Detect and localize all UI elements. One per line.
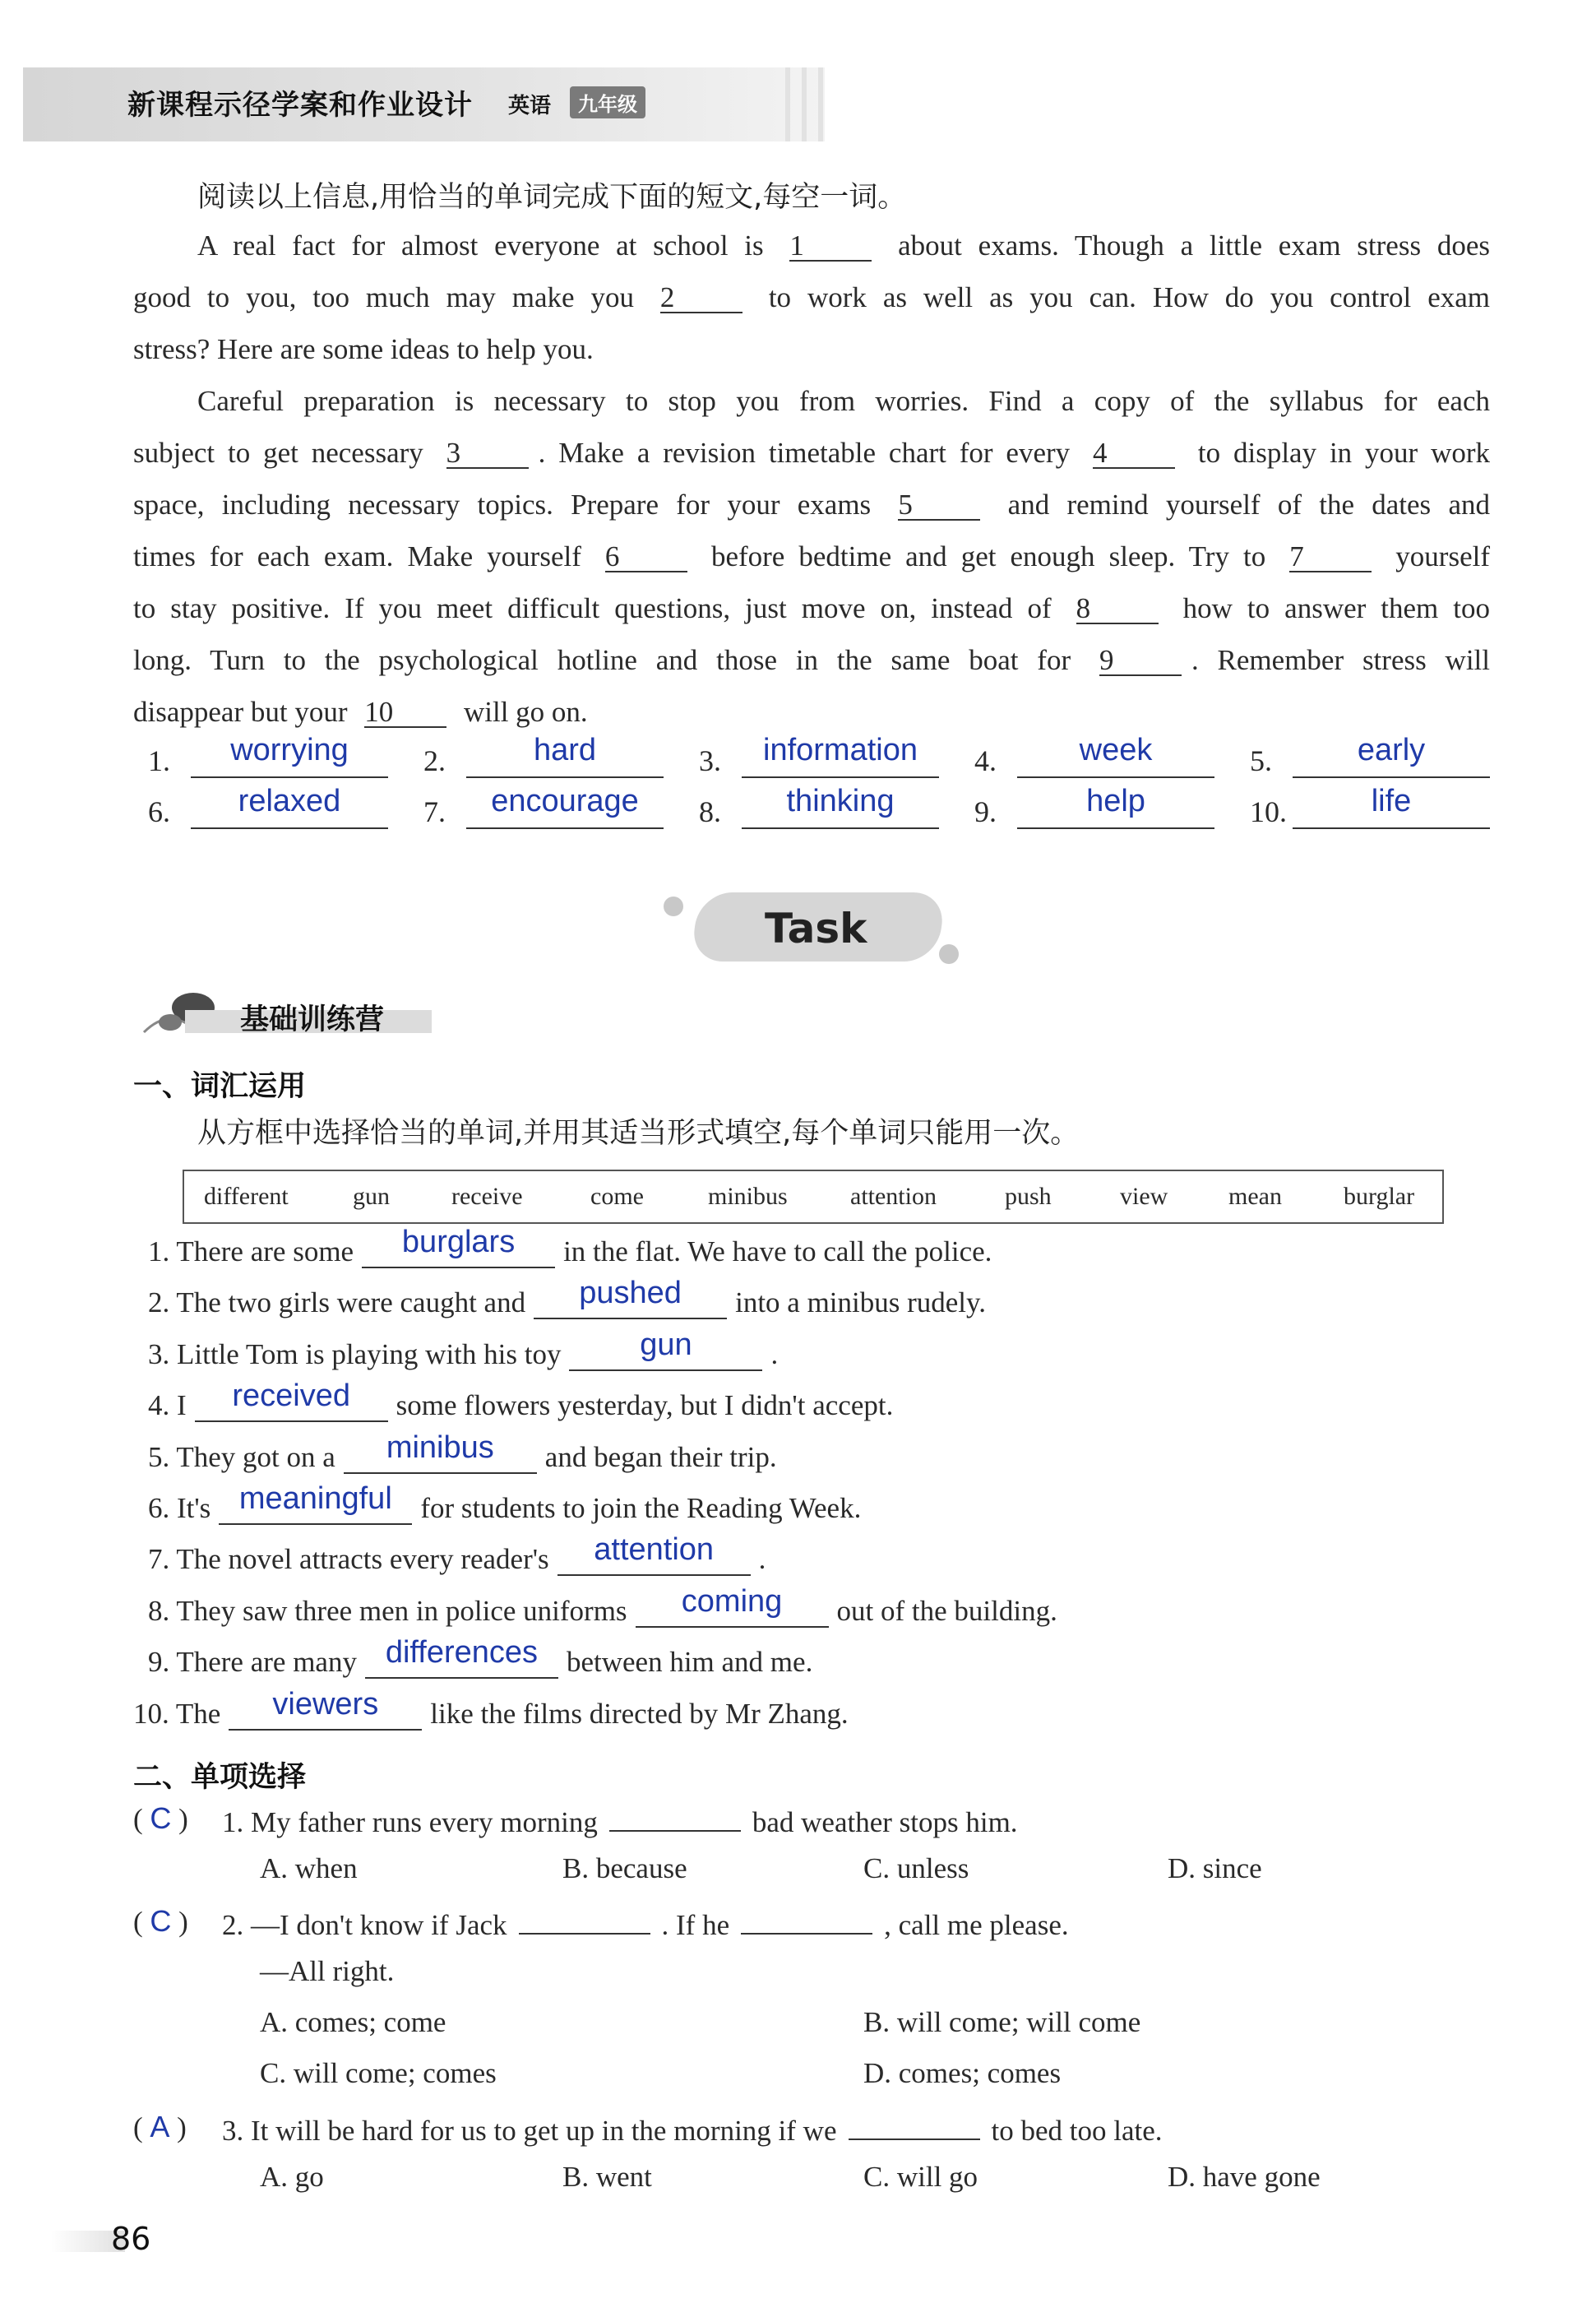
mc-option[interactable]: B. went xyxy=(562,2161,652,2193)
mc-option[interactable]: C. will come; comes xyxy=(260,2057,497,2089)
mc-answer[interactable]: A xyxy=(150,2110,170,2143)
answer-word[interactable]: early xyxy=(1357,733,1426,767)
answer-line xyxy=(1293,776,1490,778)
mc-blank[interactable] xyxy=(519,1904,650,1935)
answer-word[interactable]: minibus xyxy=(386,1430,494,1465)
answer-word[interactable]: attention xyxy=(594,1532,715,1568)
word-box-item: gun xyxy=(353,1183,390,1210)
word-box-item: burglar xyxy=(1344,1183,1415,1210)
answer-blank[interactable] xyxy=(219,1481,412,1525)
answer-item xyxy=(699,730,946,781)
answer-item xyxy=(974,781,1221,832)
passage-instruction: 阅读以上信息,用恰当的单词完成下面的短文,每空一词。 xyxy=(197,181,907,214)
question-text: 4. I xyxy=(148,1389,187,1422)
answer-blank[interactable] xyxy=(636,1583,829,1628)
answer-line xyxy=(191,776,388,778)
answer-blank[interactable] xyxy=(569,1327,762,1371)
answer-line xyxy=(1017,776,1214,778)
answer-line xyxy=(742,776,939,778)
mc-option[interactable]: D. since xyxy=(1168,1852,1262,1884)
answer-word[interactable]: differences xyxy=(385,1635,539,1670)
answer-word[interactable]: meaningful xyxy=(238,1481,392,1516)
mc-stem xyxy=(222,1801,1018,1839)
subject-label: 英语 xyxy=(508,94,552,118)
answer-blank[interactable] xyxy=(365,1635,558,1679)
question-text: 5. They got on a xyxy=(148,1440,335,1473)
question-text: 9. There are many xyxy=(148,1646,357,1679)
passage-text-segment: to display in your work xyxy=(1185,437,1491,469)
mc-option[interactable]: B. because xyxy=(562,1852,687,1884)
passage-line xyxy=(133,271,1490,323)
mc-option[interactable]: A. go xyxy=(260,2161,324,2193)
mc-option[interactable]: D. have gone xyxy=(1168,2161,1321,2193)
question-text: 3. Little Tom is playing with his toy xyxy=(148,1337,562,1370)
question-text: . xyxy=(770,1337,779,1370)
mc-stem xyxy=(222,1904,1069,1942)
answer-word[interactable]: burglars xyxy=(401,1225,516,1259)
answer-word[interactable]: information xyxy=(763,733,918,767)
mc-stem-text: to bed too late. xyxy=(991,2115,1163,2147)
passage-text-segment: how to answer them too xyxy=(1168,592,1491,624)
passage-line xyxy=(133,220,1490,271)
passage-text-segment: yourself xyxy=(1381,540,1490,572)
answer-word[interactable]: viewers xyxy=(272,1686,379,1721)
answer-number: 3. xyxy=(699,744,721,777)
passage-text-segment: good to you, too much may make you xyxy=(133,281,650,313)
answer-item xyxy=(1250,781,1497,832)
mc-answer[interactable]: C xyxy=(150,1904,172,1938)
answer-number: 8. xyxy=(699,795,721,828)
answer-number: 1. xyxy=(148,744,170,777)
passage-text-segment: stress? Here are some ideas to help you. xyxy=(133,333,594,365)
passage-line xyxy=(133,634,1490,686)
word-box-item: push xyxy=(1005,1183,1052,1210)
mc-stem-text: . If he xyxy=(661,1909,730,1941)
banner-dot xyxy=(664,897,683,916)
answer-paren: ( C ) xyxy=(133,1904,188,1938)
answer-number: 2. xyxy=(423,744,446,777)
mc-option[interactable]: B. will come; will come xyxy=(863,2006,1141,2038)
vocab-question xyxy=(148,1276,987,1336)
passage-text-segment: to stay positive. If you meet difficult questions, just move on, instead of xyxy=(133,592,1066,624)
answer-line xyxy=(466,776,664,778)
section1-title: 一、词汇运用 xyxy=(133,1070,307,1103)
answer-blank[interactable] xyxy=(344,1430,537,1474)
mc-blank[interactable] xyxy=(849,2110,980,2140)
answer-number: 9. xyxy=(974,795,997,828)
mc-stem-text: 3. It will be hard for us to get up in the morning if we xyxy=(222,2115,837,2147)
answer-number: 4. xyxy=(974,744,997,777)
answer-item xyxy=(423,730,670,781)
answer-blank[interactable] xyxy=(534,1276,727,1319)
mc-stem-text: 2. —I don't know if Jack xyxy=(222,1909,507,1941)
mc-option[interactable]: C. unless xyxy=(863,1852,969,1884)
task-title: Task xyxy=(765,905,867,952)
page-number: 86 xyxy=(111,2221,151,2257)
passage-line xyxy=(133,427,1490,479)
word-box-item: attention xyxy=(850,1183,937,1210)
mc-option[interactable]: C. will go xyxy=(863,2161,978,2193)
mc-option[interactable]: D. comes; comes xyxy=(863,2057,1062,2089)
question-text: like the films directed by Mr Zhang. xyxy=(430,1697,849,1730)
answer-word[interactable]: relaxed xyxy=(238,784,341,818)
mc-blank[interactable] xyxy=(741,1904,872,1935)
answer-blank[interactable] xyxy=(557,1532,751,1576)
passage-text-segment: subject to get necessary xyxy=(133,437,437,469)
question-text: 7. The novel attracts every reader's xyxy=(148,1543,549,1576)
passage-text-segment: long. Turn to the psychological hotline and those in the same boat for xyxy=(133,644,1089,676)
answer-item xyxy=(699,781,946,832)
grade-badge: 九年级 xyxy=(570,86,645,118)
question-text: and began their trip. xyxy=(544,1440,777,1473)
header-decor xyxy=(818,67,823,141)
word-box-item: different xyxy=(204,1183,289,1210)
mc-second-line: —All right. xyxy=(260,1955,395,1987)
vocab-question xyxy=(133,1686,849,1747)
passage-line xyxy=(133,531,1490,582)
answer-word[interactable]: help xyxy=(1086,784,1145,818)
answer-word[interactable]: coming xyxy=(681,1583,783,1619)
answer-number: 7. xyxy=(423,795,446,828)
banner-dot xyxy=(939,944,959,964)
answer-paren: ( C ) xyxy=(133,1801,188,1835)
answer-line xyxy=(191,827,388,829)
answer-line xyxy=(1017,827,1214,829)
passage-blank[interactable]: 5 xyxy=(898,490,980,521)
passage-line xyxy=(133,375,1490,427)
word-box-item: come xyxy=(590,1183,644,1210)
question-text: between him and me. xyxy=(566,1646,813,1679)
passage-text-segment: times for each exam. Make yourself xyxy=(133,540,595,572)
mc-stem-text: bad weather stops him. xyxy=(752,1806,1018,1838)
header-decor xyxy=(785,67,790,141)
question-text: for students to join the Reading Week. xyxy=(420,1492,862,1524)
section1-instruction: 从方框中选择恰当的单词,并用其适当形式填空,每个单词只能用一次。 xyxy=(197,1117,1080,1150)
question-text: some flowers yesterday, but I didn't accept. xyxy=(396,1389,894,1422)
answer-word[interactable]: worrying xyxy=(230,733,349,767)
answer-word[interactable]: thinking xyxy=(786,784,895,818)
answer-number: 6. xyxy=(148,795,170,828)
word-box-item: receive xyxy=(451,1183,523,1210)
answer-blank[interactable] xyxy=(229,1686,422,1731)
word-box-item: mean xyxy=(1228,1183,1282,1210)
mc-stem-text: 1. My father runs every morning xyxy=(222,1806,598,1838)
answer-word[interactable]: gun xyxy=(640,1327,692,1362)
question-text: 8. They saw three men in police uniforms xyxy=(148,1594,627,1627)
mc-option[interactable]: A. comes; come xyxy=(260,2006,446,2038)
passage-blank[interactable]: 8 xyxy=(1076,594,1159,624)
answer-word[interactable]: received xyxy=(232,1379,350,1414)
mc-blank[interactable] xyxy=(609,1801,741,1832)
passage-line xyxy=(133,323,1490,375)
passage-text-segment: . Make a revision timetable chart for every xyxy=(538,437,1084,469)
question-text: . xyxy=(758,1543,766,1576)
passage-blank[interactable]: 2 xyxy=(660,283,742,313)
passage-text xyxy=(133,220,1490,738)
word-box-item: view xyxy=(1120,1183,1168,1210)
word-box-item: minibus xyxy=(708,1183,788,1210)
passage-text-segment: A real fact for almost everyone at school is xyxy=(197,229,780,262)
answer-item xyxy=(148,781,395,832)
passage-text-segment: Careful preparation is necessary to stop you from worries. Find a copy of the syllabus for each xyxy=(197,385,1490,417)
question-text: 6. It's xyxy=(148,1492,211,1524)
answer-item xyxy=(1250,730,1497,781)
question-text: in the flat. We have to call the police. xyxy=(563,1235,992,1267)
passage-blank[interactable]: 4 xyxy=(1093,438,1175,469)
answer-blank[interactable] xyxy=(195,1379,388,1422)
question-text: into a minibus rudely. xyxy=(735,1286,987,1319)
answer-number: 10. xyxy=(1250,795,1287,828)
answer-number: 5. xyxy=(1250,744,1272,777)
passage-blank[interactable]: 10 xyxy=(364,697,446,728)
word-box xyxy=(183,1170,1444,1224)
question-text: 10. The xyxy=(133,1697,221,1730)
passage-line xyxy=(133,479,1490,531)
passage-text-segment: will go on. xyxy=(456,696,588,728)
passage-text-segment: before bedtime and get enough sleep. Try to xyxy=(696,540,1280,572)
answer-line xyxy=(466,827,664,829)
mc-stem xyxy=(222,2110,1163,2148)
passage-text-segment: . Remember stress will xyxy=(1191,644,1490,676)
answer-paren: ( A ) xyxy=(133,2110,187,2143)
mc-option[interactable]: A. when xyxy=(260,1852,358,1884)
header-decor xyxy=(802,67,807,141)
passage-text-segment: disappear but your xyxy=(133,696,355,728)
answer-item xyxy=(423,781,670,832)
answer-line xyxy=(742,827,939,829)
passage-text-segment: and remind yourself of the dates and xyxy=(990,489,1490,521)
vocab-question xyxy=(148,1583,1057,1644)
answer-item xyxy=(974,730,1221,781)
mc-answer[interactable]: C xyxy=(150,1801,172,1835)
passage-blank[interactable]: 9 xyxy=(1099,646,1182,676)
answer-row xyxy=(148,781,1497,832)
question-text: out of the building. xyxy=(836,1594,1057,1627)
answer-word[interactable]: hard xyxy=(533,733,597,767)
section2-title: 二、单项选择 xyxy=(133,1761,307,1794)
passage-blank[interactable]: 7 xyxy=(1289,542,1372,572)
passage-blank[interactable]: 1 xyxy=(789,231,872,262)
answer-word[interactable]: encourage xyxy=(491,784,639,818)
answer-blank[interactable] xyxy=(362,1225,555,1268)
passage-blank[interactable]: 3 xyxy=(446,438,529,469)
vocab-question xyxy=(148,1481,862,1541)
passage-text-segment: to work as well as you can. How do you control exam xyxy=(752,281,1490,313)
answer-word[interactable]: pushed xyxy=(579,1276,682,1311)
mc-stem-text: , call me please. xyxy=(884,1909,1069,1941)
passage-blank[interactable]: 6 xyxy=(605,542,687,572)
book-title: 新课程示径学案和作业设计 xyxy=(127,89,473,122)
answer-item xyxy=(148,730,395,781)
passage-text-segment: about exams. Though a little exam stress does xyxy=(881,229,1490,262)
question-text: 2. The two girls were caught and xyxy=(148,1286,526,1319)
answer-word[interactable]: week xyxy=(1079,733,1153,767)
question-text: 1. There are some xyxy=(148,1235,354,1267)
passage-text-segment: space, including necessary topics. Prepare for your exams xyxy=(133,489,889,521)
answer-line xyxy=(1293,827,1490,829)
passage-line xyxy=(133,582,1490,634)
answer-word[interactable]: life xyxy=(1371,784,1412,818)
camp-heading: 基础训练营 xyxy=(240,1003,385,1036)
answer-row xyxy=(148,730,1497,781)
